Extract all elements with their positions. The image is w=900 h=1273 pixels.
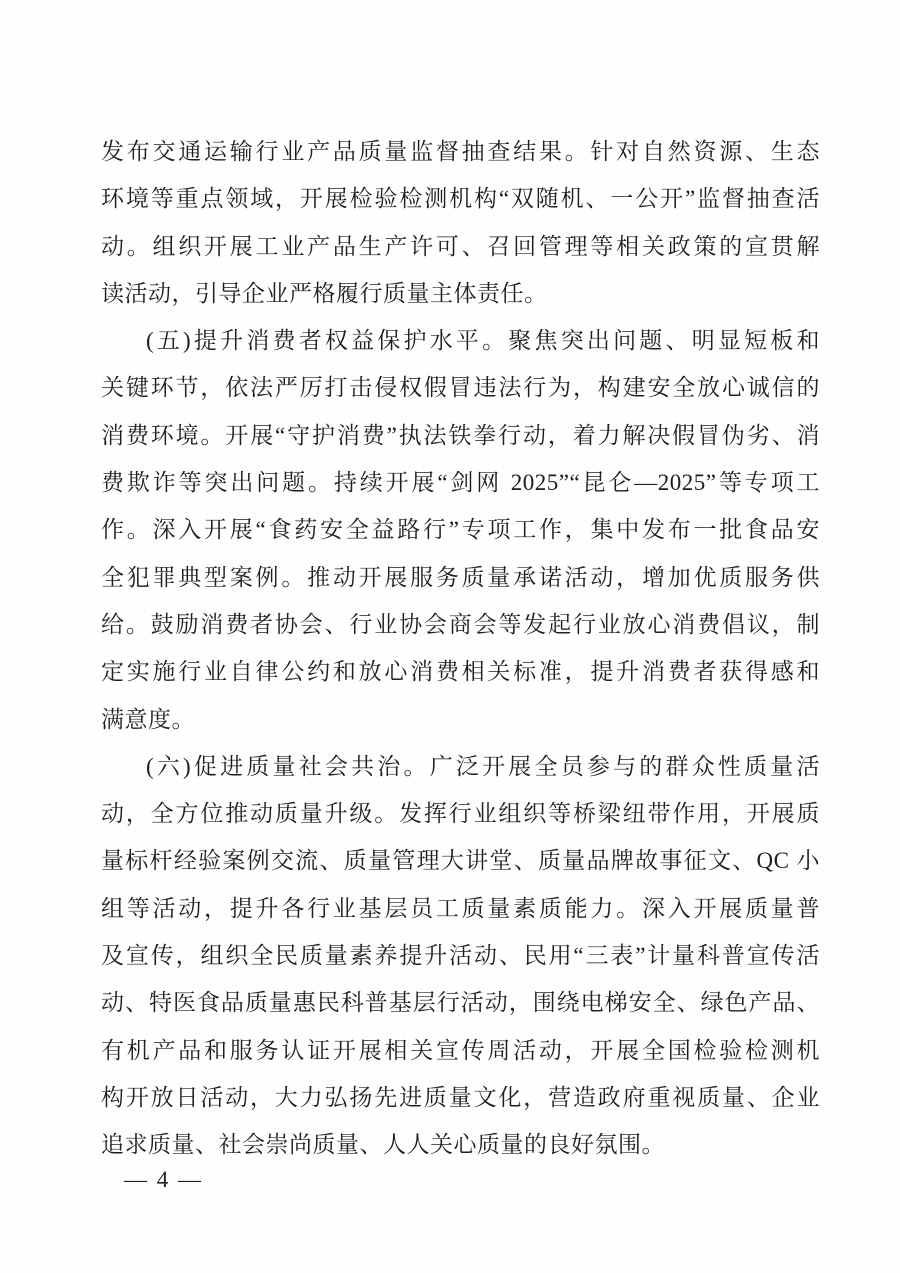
text-line: 动，全方位推动质量升级。发挥行业组织等桥梁纽带作用，开展质 bbox=[101, 801, 820, 827]
text-line: 动、特医食品质量惠民科普基层行活动，围绕电梯安全、绿色产品、 bbox=[101, 990, 820, 1016]
text-line: 给。鼓励消费者协会、行业协会商会等发起行业放心消费倡议，制 bbox=[101, 611, 820, 637]
text-line: 读活动，引导企业严格履行质量主体责任。 bbox=[101, 280, 548, 306]
text-line: 追求质量、社会崇尚质量、人人关心质量的良好氛围。 bbox=[101, 1132, 665, 1158]
text-line: 满意度。 bbox=[101, 706, 195, 732]
text-line: 环境等重点领域，开展检验检测机构“双随机、一公开”监督抽查活 bbox=[101, 186, 820, 212]
text-line: 有机产品和服务认证开展相关宣传周活动，开展全国检验检测机 bbox=[101, 1037, 820, 1063]
text-line: 消费环境。开展“守护消费”执法铁拳行动，着力解决假冒伪劣、消 bbox=[101, 422, 820, 448]
text-line: 动。组织开展工业产品生产许可、召回管理等相关政策的宣贯解 bbox=[101, 233, 820, 259]
text-line: 组等活动，提升各行业基层员工质量素质能力。深入开展质量普 bbox=[101, 895, 820, 921]
text-line: 及宣传，组织全民质量素养提升活动、民用“三表”计量科普宣传活 bbox=[101, 943, 820, 969]
text-line: 费欺诈等突出问题。持续开展“剑网 2025”“昆仑—2025”等专项工 bbox=[101, 470, 820, 496]
text-line: 关键环节，依法严厉打击侵权假冒违法行为，构建安全放心诚信的 bbox=[101, 375, 820, 401]
text-line: 量标杆经验案例交流、质量管理大讲堂、质量品牌故事征文、QC 小 bbox=[101, 848, 820, 874]
text-line: 全犯罪典型案例。推动开展服务质量承诺活动，增加优质服务供 bbox=[101, 564, 820, 590]
text-line: 作。深入开展“食药安全益路行”专项工作，集中发布一批食品安 bbox=[101, 517, 820, 543]
text-line: 发布交通运输行业产品质量监督抽查结果。针对自然资源、生态 bbox=[101, 139, 820, 164]
text-line: (六)促进质量社会共治。广泛开展全员参与的群众性质量活 bbox=[146, 753, 820, 779]
text-line: 构开放日活动，大力弘扬先进质量文化，营造政府重视质量、企业 bbox=[101, 1084, 820, 1110]
document-body bbox=[101, 128, 820, 1169]
text-line: (五)提升消费者权益保护水平。聚焦突出问题、明显短板和 bbox=[146, 328, 820, 354]
page-number: — 4 — bbox=[124, 1167, 203, 1192]
text-line: 定实施行业自律公约和放心消费相关标准，提升消费者获得感和 bbox=[101, 659, 820, 685]
